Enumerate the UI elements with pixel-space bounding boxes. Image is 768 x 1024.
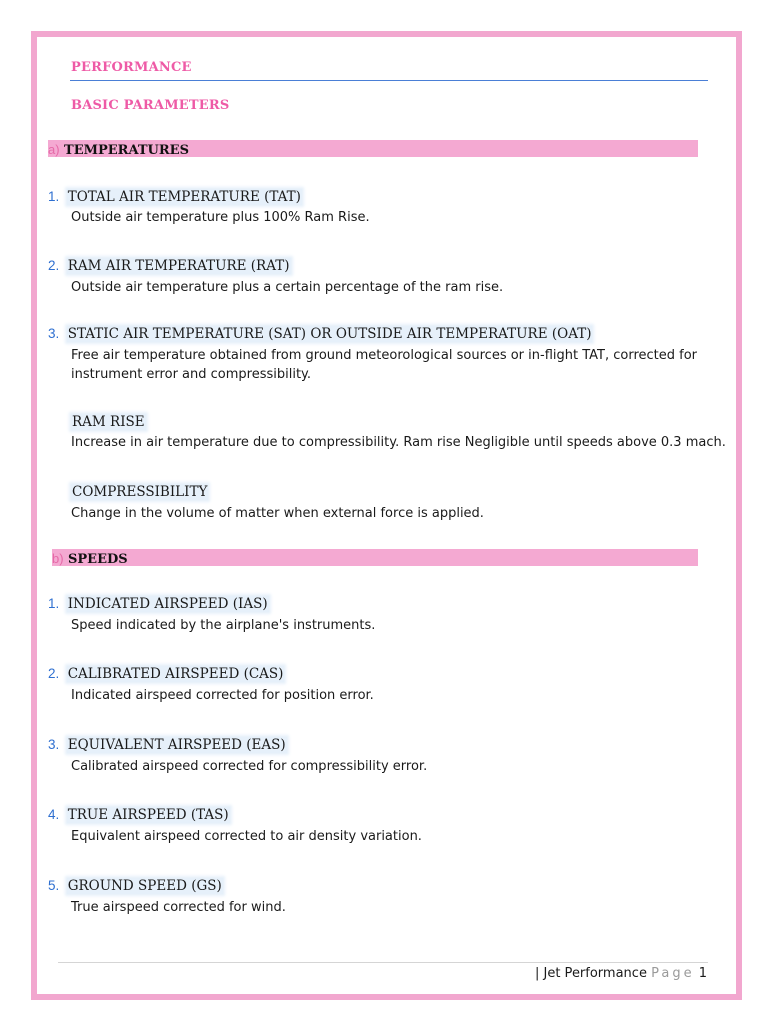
term-description: Change in the volume of matter when external force is applied. — [71, 506, 484, 521]
term-heading: RAM RISE — [72, 414, 145, 430]
section-bar-speeds — [52, 549, 698, 566]
item-number: 3. — [48, 737, 60, 752]
item-heading: STATIC AIR TEMPERATURE (SAT) OR OUTSIDE AIR TEMPERATURE (OAT) — [67, 326, 592, 342]
item-description: Outside air temperature plus 100% Ram Rise. — [71, 210, 370, 225]
list-item — [48, 806, 230, 824]
section-header-speeds — [52, 550, 128, 568]
term-item — [71, 483, 208, 501]
footer-page-word: Page — [651, 966, 695, 981]
section-letter: b) — [52, 551, 64, 566]
item-number: 1. — [48, 189, 60, 204]
footer-divider — [58, 962, 708, 963]
list-item — [48, 665, 284, 683]
item-description: Outside air temperature plus a certain percentage of the ram rise. — [71, 280, 504, 295]
item-description: Indicated airspeed corrected for position error. — [71, 688, 374, 703]
item-heading: TRUE AIRSPEED (TAS) — [67, 807, 229, 823]
item-number: 2. — [48, 666, 60, 681]
term-heading: COMPRESSIBILITY — [72, 484, 208, 500]
page-footer — [535, 966, 707, 981]
item-description: True airspeed corrected for wind. — [71, 900, 286, 915]
term-description: Increase in air temperature due to compressibility. Ram rise Negligible until speeds above 0.3 mach. — [71, 435, 726, 450]
list-item — [48, 188, 302, 206]
item-description: Equivalent airspeed corrected to air density variation. — [71, 829, 422, 844]
section-header-temperatures — [48, 141, 189, 159]
section-title: SPEEDS — [68, 552, 128, 567]
item-description: Free air temperature obtained from ground meteorological sources or in-flight TAT, corrected for instrument error and compressibility. — [71, 348, 698, 382]
item-heading: EQUIVALENT AIRSPEED (EAS) — [67, 737, 286, 753]
footer-doc-title: Jet Performance — [543, 966, 647, 981]
item-heading: GROUND SPEED (GS) — [67, 878, 222, 894]
list-item — [48, 325, 592, 343]
item-description: Calibrated airspeed corrected for compressibility error. — [71, 759, 428, 774]
list-item — [48, 877, 223, 895]
item-number: 2. — [48, 258, 60, 273]
item-heading: RAM AIR TEMPERATURE (RAT) — [67, 258, 290, 274]
page-subtitle: BASIC PARAMETERS — [71, 98, 230, 113]
list-item — [48, 257, 291, 275]
item-heading: CALIBRATED AIRSPEED (CAS) — [67, 666, 284, 682]
item-number: 3. — [48, 326, 60, 341]
item-heading: TOTAL AIR TEMPERATURE (TAT) — [67, 189, 301, 205]
item-heading: INDICATED AIRSPEED (IAS) — [67, 596, 268, 612]
section-title: TEMPERATURES — [64, 143, 189, 158]
page-title: PERFORMANCE — [71, 60, 192, 75]
list-item — [48, 595, 269, 613]
item-number: 5. — [48, 878, 60, 893]
item-number: 4. — [48, 807, 60, 822]
item-description: Speed indicated by the airplane's instruments. — [71, 618, 376, 633]
title-underline — [70, 80, 708, 81]
item-number: 1. — [48, 596, 60, 611]
section-letter: a) — [48, 142, 60, 157]
footer-page-number: 1 — [698, 966, 707, 981]
term-item — [71, 413, 146, 431]
footer-separator: | — [534, 966, 540, 981]
list-item — [48, 736, 287, 754]
